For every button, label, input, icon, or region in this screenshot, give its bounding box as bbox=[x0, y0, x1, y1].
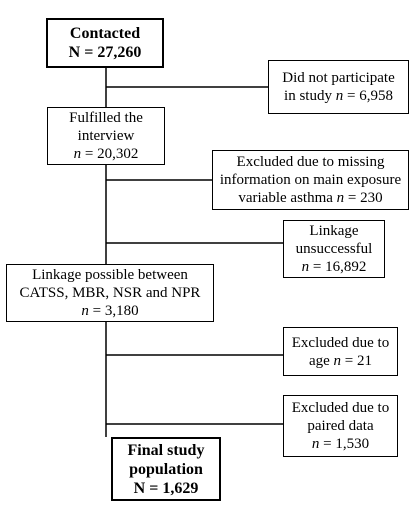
contacted-count: N = 27,260 bbox=[68, 44, 142, 61]
excluded-paired-label-1: Excluded due to bbox=[291, 400, 390, 416]
excluded-age-label: Excluded due to bbox=[291, 334, 390, 351]
final-population-box bbox=[111, 437, 221, 501]
not-participate-box bbox=[268, 60, 409, 114]
not-participate-label: Did not participate bbox=[282, 70, 395, 86]
final-label-2: population bbox=[129, 460, 203, 478]
interview-label-2: interview bbox=[77, 128, 135, 144]
linkage-unsuccessful-count: n = 16,892 bbox=[301, 259, 367, 275]
interview-label-1: Fulfilled the bbox=[69, 110, 143, 126]
linkage-possible-count: n = 3,180 bbox=[81, 303, 139, 319]
not-participate-count: in study n = 6,958 bbox=[284, 88, 393, 104]
missing-count: variable asthma n = 230 bbox=[238, 190, 383, 206]
excluded-age-count: age n = 21 bbox=[308, 352, 373, 369]
final-count: N = 1,629 bbox=[133, 479, 199, 497]
missing-label-2: information on main exposure bbox=[219, 172, 402, 188]
excluded-age-box bbox=[283, 327, 398, 376]
linkage-unsuccessful-box bbox=[283, 220, 385, 278]
contacted-label: Contacted bbox=[69, 25, 141, 42]
final-label-1: Final study bbox=[127, 441, 205, 459]
linkage-unsuccessful-label-2: unsuccessful bbox=[295, 241, 373, 257]
excluded-paired-label-2: paired data bbox=[307, 418, 374, 434]
linkage-possible-label-2: CATSS, MBR, NSR and NPR bbox=[19, 285, 201, 301]
excluded-paired-count: n = 1,530 bbox=[311, 436, 370, 452]
linkage-unsuccessful-label-1: Linkage bbox=[309, 223, 359, 239]
missing-label-1: Excluded due to missing bbox=[236, 154, 385, 170]
interview-count: n = 20,302 bbox=[73, 146, 139, 162]
missing-exposure-box bbox=[212, 150, 409, 210]
interview-box bbox=[47, 107, 165, 165]
linkage-possible-box bbox=[6, 264, 214, 322]
linkage-possible-label-1: Linkage possible between bbox=[32, 267, 188, 283]
excluded-paired-box bbox=[283, 395, 398, 457]
contacted-box bbox=[46, 18, 164, 68]
